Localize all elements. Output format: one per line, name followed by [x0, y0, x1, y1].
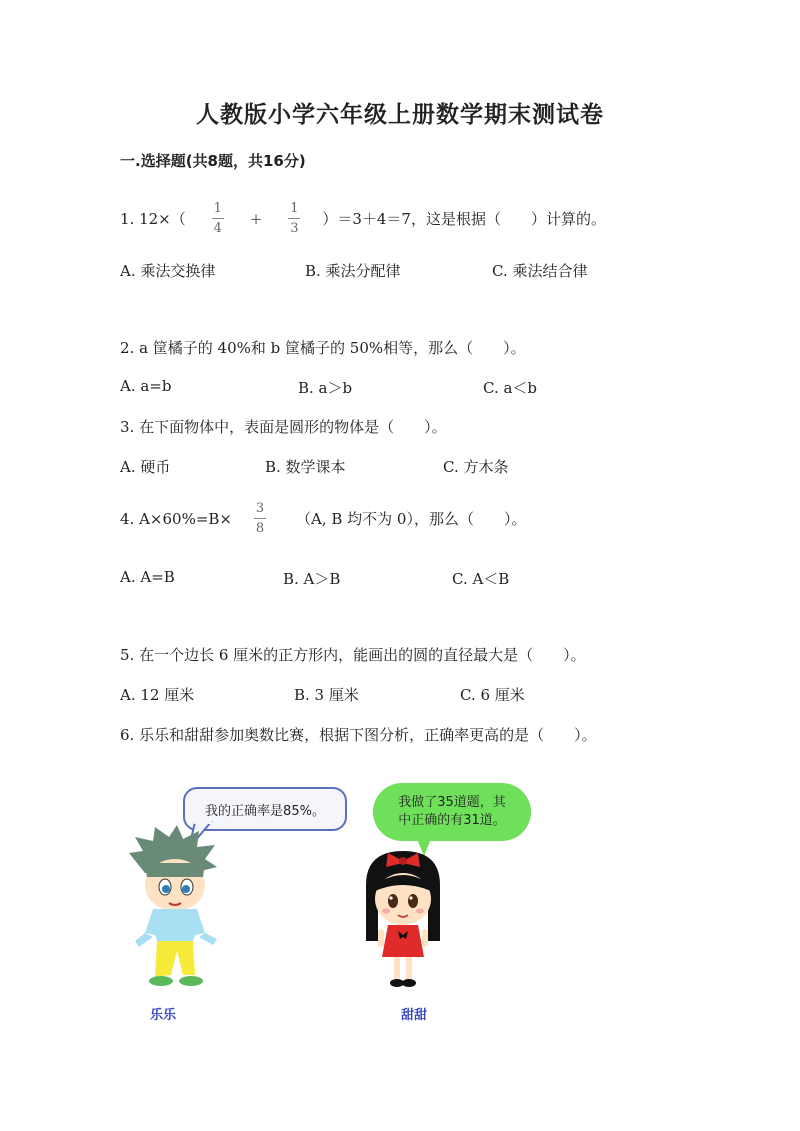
option-a[interactable]: A. 硬币	[120, 458, 171, 476]
girl-speech-line-1: 我做了35道题，其	[398, 795, 506, 811]
plus-sign: +	[249, 209, 263, 228]
option-b[interactable]: B. A＞B	[283, 570, 341, 588]
question-2: 2. a 筐橘子的 40%和 b 筐橘子的 50%相等，那么（ ）。	[120, 339, 526, 357]
boy-character-icon	[125, 823, 225, 993]
question-4-suffix: （A, B 均不为 0），那么（ ）。	[295, 510, 527, 528]
question-5: 5. 在一个边长 6 厘米的正方形内，能画出的圆的直径最大是（ ）。	[120, 646, 586, 664]
option-b[interactable]: B. 数学课本	[265, 458, 346, 476]
question-1-prefix: 1. 12×（	[120, 210, 186, 228]
fraction-denominator: 4	[213, 221, 222, 236]
option-a[interactable]: A. 12 厘米	[120, 686, 195, 704]
girl-name-label: 甜甜	[401, 1008, 428, 1023]
question-1	[120, 202, 606, 235]
fraction-numerator: 1	[290, 201, 299, 216]
fraction-one-third	[288, 202, 300, 235]
option-c[interactable]: C. 方木条	[443, 458, 509, 476]
girl-speech-bubble	[373, 783, 531, 841]
option-c[interactable]: C. a＜b	[483, 379, 538, 397]
fraction-denominator: 3	[290, 221, 299, 236]
option-a[interactable]: A. A=B	[120, 568, 175, 586]
option-c[interactable]: C. 6 厘米	[460, 686, 525, 704]
boy-speech-text: 我的正确率是85%。	[205, 803, 325, 819]
fraction-denominator: 8	[255, 521, 265, 536]
option-b[interactable]: B. 3 厘米	[294, 686, 359, 704]
option-c[interactable]: C. 乘法结合律	[492, 262, 588, 280]
fraction-numerator: 3	[255, 501, 265, 516]
section-heading: 一.选择题(共8题，共16分)	[120, 152, 306, 170]
boy-name-label: 乐乐	[150, 1008, 177, 1023]
question-6: 6. 乐乐和甜甜参加奥数比赛，根据下图分析，正确率更高的是（ ）。	[120, 726, 597, 744]
girl-character-icon	[358, 845, 448, 995]
option-c[interactable]: C. A＜B	[452, 570, 510, 588]
page-title: 人教版小学六年级上册数学期末测试卷	[196, 102, 604, 128]
option-b[interactable]: B. a＞b	[298, 379, 353, 397]
girl-speech-line-2: 中正确的有31道。	[398, 813, 506, 828]
question-4-prefix: 4. A×60%=B×	[120, 509, 232, 528]
question-3: 3. 在下面物体中，表面是圆形的物体是（ ）。	[120, 418, 447, 436]
option-a[interactable]: A. a=b	[120, 377, 172, 395]
option-b[interactable]: B. 乘法分配律	[305, 262, 401, 280]
question-1-suffix: ）＝3＋4＝7，这是根据（ ）计算的。	[322, 210, 606, 228]
fraction-numerator: 1	[213, 201, 222, 216]
option-a[interactable]: A. 乘法交换律	[120, 262, 216, 280]
question-4	[120, 502, 526, 535]
fraction-three-eighths	[254, 502, 266, 535]
fraction-one-quarter	[212, 202, 224, 235]
